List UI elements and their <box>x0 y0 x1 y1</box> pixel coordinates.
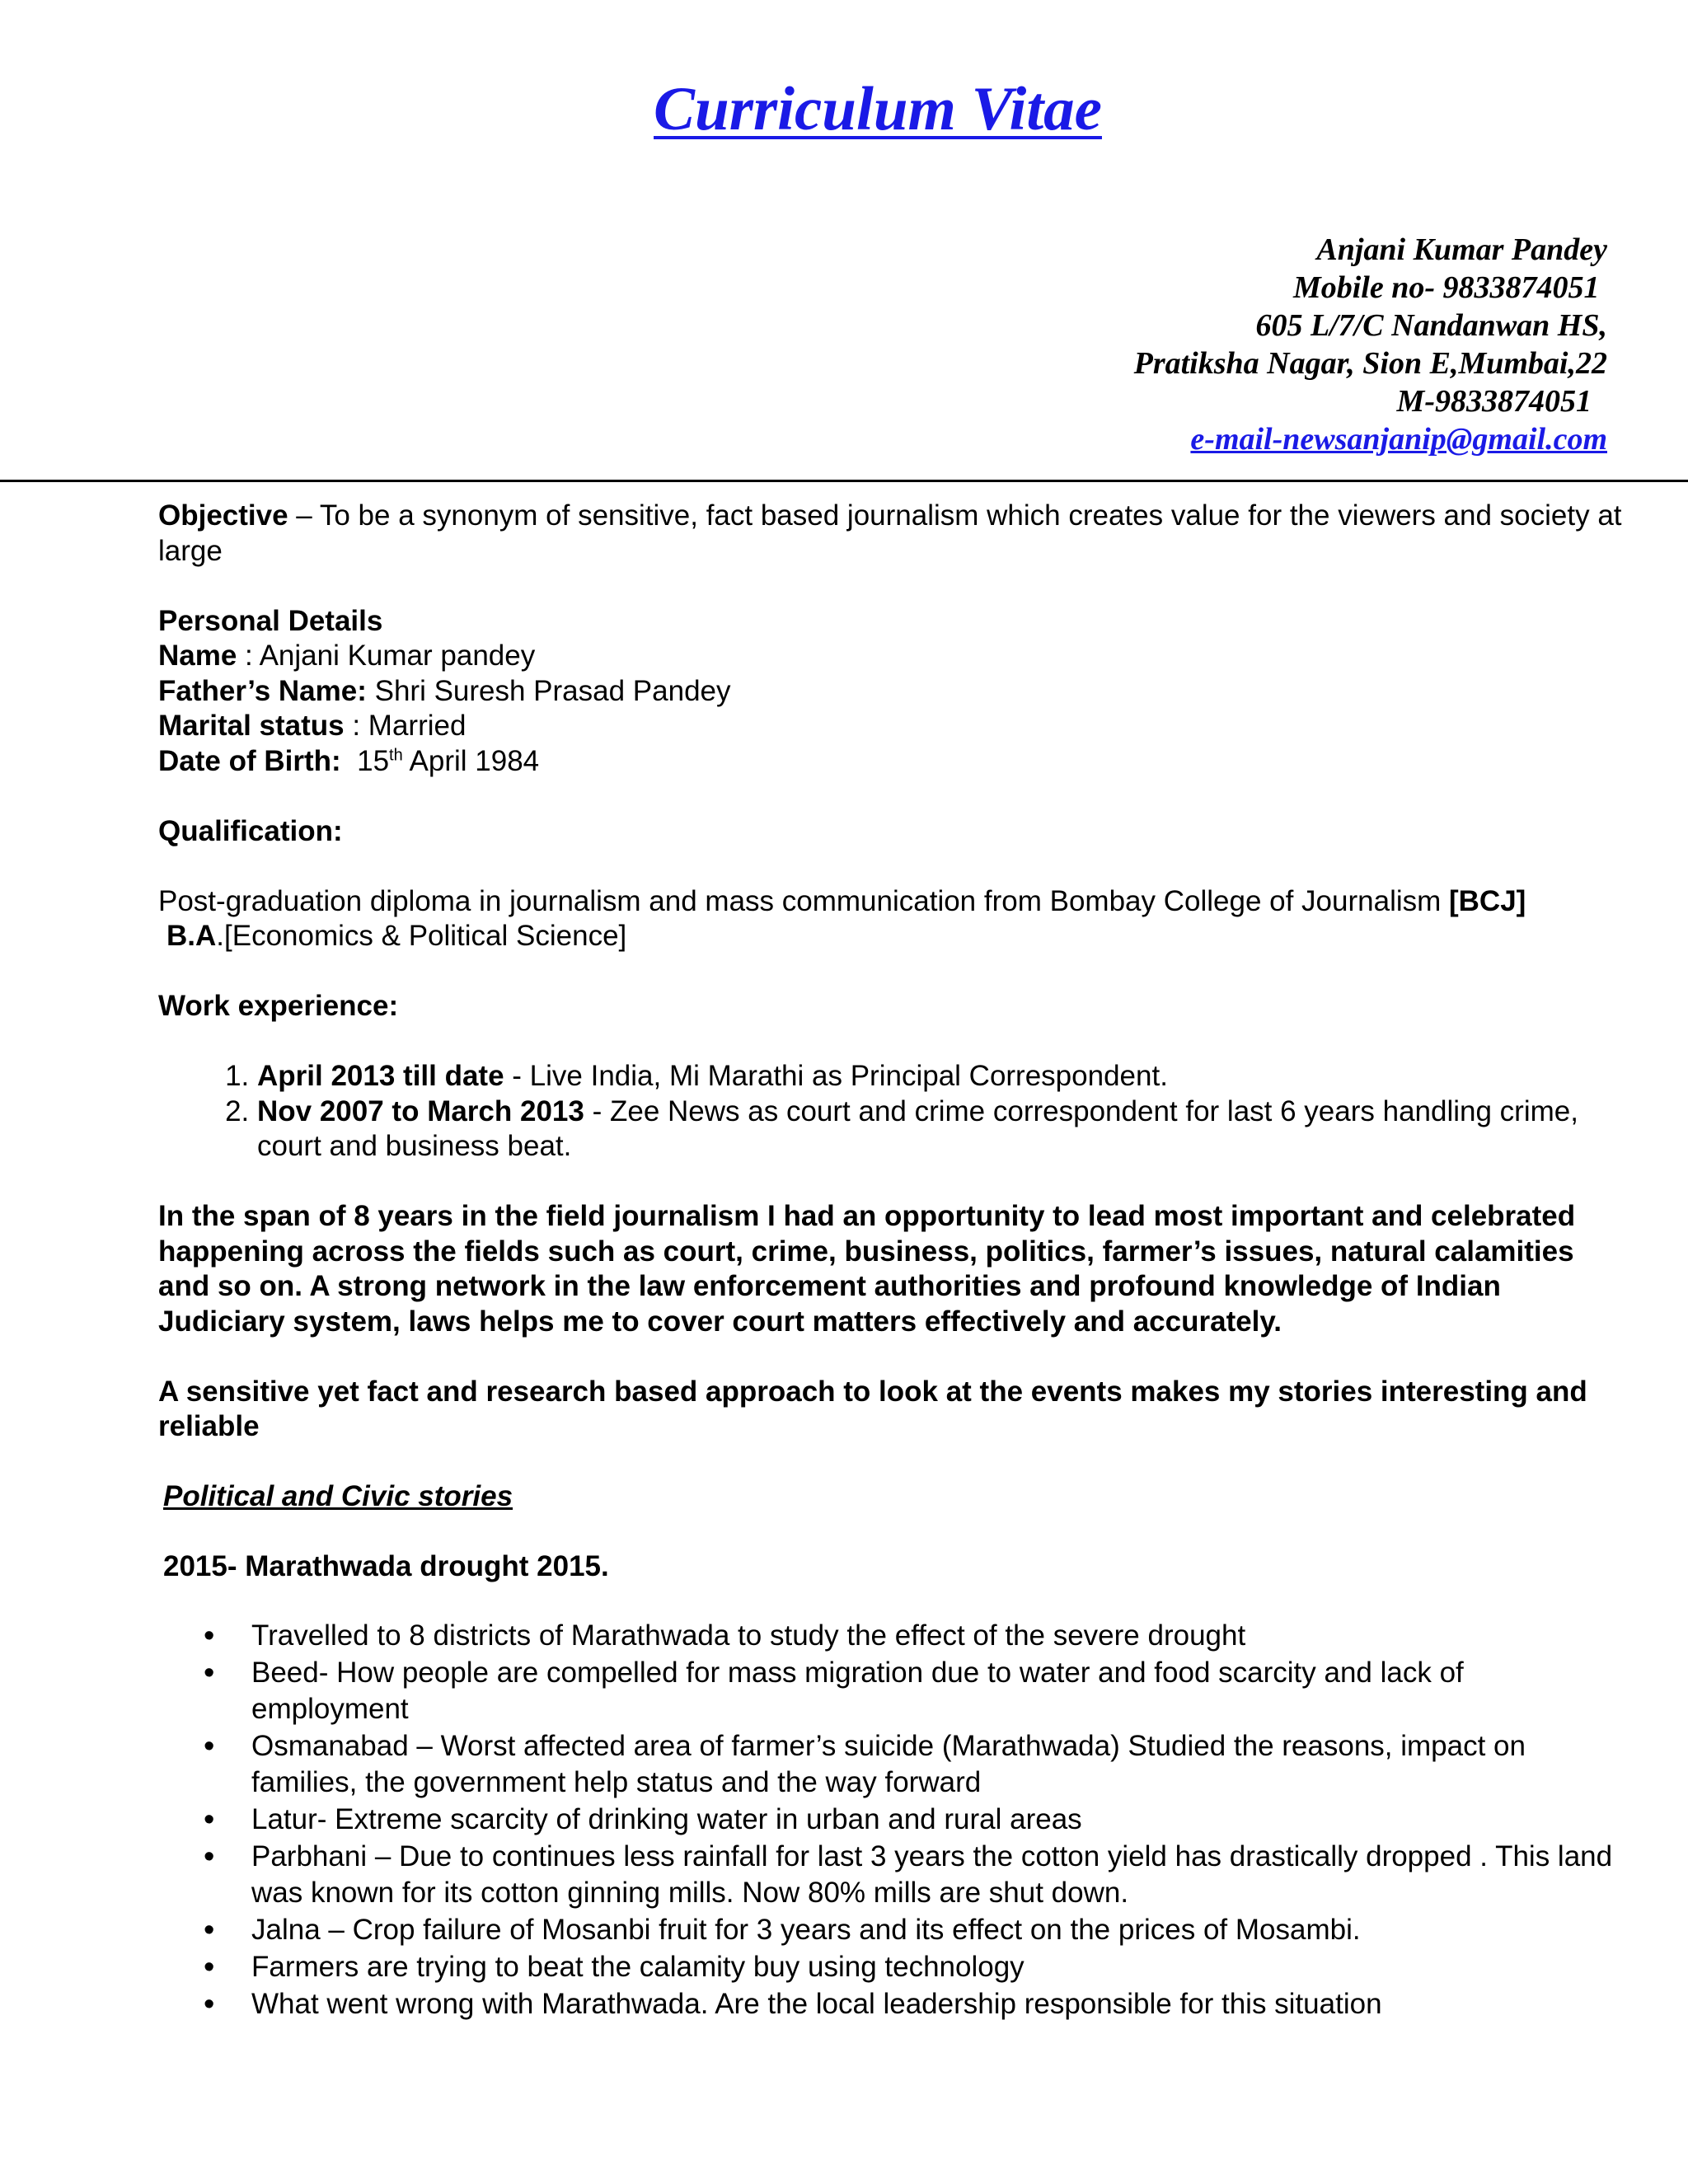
work-experience-heading: Work experience: <box>158 990 399 1022</box>
work-item <box>257 1094 1625 1165</box>
qualification-pgd <box>158 884 1625 920</box>
mobile-number: Mobile no- 9833874051 <box>1292 270 1607 305</box>
dob-label: Date of Birth: <box>158 744 341 777</box>
name-label: Name <box>158 640 237 672</box>
work-item-period: April 2013 till date <box>257 1060 504 1092</box>
stories-bullet-list <box>158 1618 1625 2022</box>
list-item: • Latur- Extreme scarcity of drinking water in urban and rural areas <box>251 1802 1625 1838</box>
work-experience-list <box>158 1059 1625 1165</box>
objective <box>158 499 1625 569</box>
email-link[interactable]: e-mail-newsanjanip@gmail.com <box>1190 422 1607 457</box>
cv-body <box>158 499 1625 2023</box>
list-item: • Farmers are trying to beat the calamity buy using technology <box>251 1949 1625 1985</box>
work-item <box>257 1059 1625 1094</box>
work-item-desc: - Live India, Mi Marathi as Principal Correspondent. <box>504 1060 1168 1092</box>
name-row <box>158 639 1625 674</box>
document-title: Curriculum Vitae <box>654 75 1102 143</box>
list-item: • Osmanabad – Worst affected area of farmer’s suicide (Marathwada) Studied the reasons, impact on families, the government help status and the way forward <box>251 1728 1625 1801</box>
objective-label: Objective <box>158 499 288 532</box>
marital-status-value: : Married <box>344 710 467 742</box>
qualification-heading: Qualification: <box>158 814 343 847</box>
summary-paragraph-2: A sensitive yet fact and research based approach to look at the events makes my stories interesting and reliable <box>158 1375 1587 1442</box>
dob-row <box>158 744 1625 780</box>
dob-suffix: th <box>389 745 403 764</box>
personal-details-heading: Personal Details <box>158 604 383 637</box>
marital-status-label: Marital status <box>158 710 345 742</box>
work-item-desc: - Zee News as court and crime correspondent for last 6 years handling crime, court and business beat. <box>257 1094 1578 1162</box>
qualification-pgd-abbr: [BCJ] <box>1449 884 1526 917</box>
dob-day: 15 <box>357 744 390 777</box>
qualification-ba-text: .[Economics & Political Science] <box>216 920 627 952</box>
mobile-number-2: M-9833874051 <box>1396 384 1607 419</box>
name-value: : Anjani Kumar pandey <box>237 640 536 672</box>
father-name-row <box>158 674 1625 710</box>
qualification-ba <box>158 919 1625 954</box>
candidate-name: Anjani Kumar Pandey <box>1316 232 1607 267</box>
summary-paragraph-1: In the span of 8 years in the field journalism I had an opportunity to lead most important and celebrated happening across the fields such as court, crime, business, politics, farmer’s issues, natural calamities and so on. A strong network in the law enforcement authorities and profound knowledge of Indian Judiciary system, laws helps me to cover court matters effectively and accurately. <box>158 1200 1576 1338</box>
list-item: • Parbhani – Due to continues less rainfall for last 3 years the cotton yield has drastically dropped . This land was known for its cotton ginning mills. Now 80% mills are shut down. <box>251 1839 1625 1911</box>
address-line-1: 605 L/7/C Nandanwan HS, <box>1255 308 1607 343</box>
contact-block <box>1134 231 1607 458</box>
list-item: • Travelled to 8 districts of Marathwada to study the effect of the severe drought <box>251 1618 1625 1654</box>
work-item-period: Nov 2007 to March 2013 <box>257 1094 584 1127</box>
address-line-2: Pratiksha Nagar, Sion E,Mumbai,22 <box>1133 346 1607 381</box>
marital-status-row <box>158 709 1625 744</box>
list-item: • Beed- How people are compelled for mass migration due to water and food scarcity and lack of employment <box>251 1655 1625 1727</box>
objective-text: – To be a synonym of sensitive, fact based journalism which creates value for the viewers and society at large <box>158 499 1622 567</box>
list-item: • Jalna – Crop failure of Mosanbi fruit for 3 years and its effect on the prices of Mosambi. <box>251 1912 1625 1948</box>
father-name-label: Father’s Name: <box>158 674 367 707</box>
header-divider <box>0 480 1688 482</box>
qualification-ba-label: B.A <box>166 920 217 952</box>
political-civic-stories-heading: Political and Civic stories <box>163 1480 513 1512</box>
list-item: • What went wrong with Marathwada. Are the local leadership responsible for this situation <box>251 1986 1625 2022</box>
dob-rest: April 1984 <box>402 744 540 777</box>
father-name-value: Shri Suresh Prasad Pandey <box>366 674 731 707</box>
marathwada-subheading: 2015- Marathwada drought 2015. <box>163 1550 609 1582</box>
qualification-pgd-text: Post-graduation diploma in journalism and mass communication from Bombay College of Journalism <box>158 884 1449 917</box>
